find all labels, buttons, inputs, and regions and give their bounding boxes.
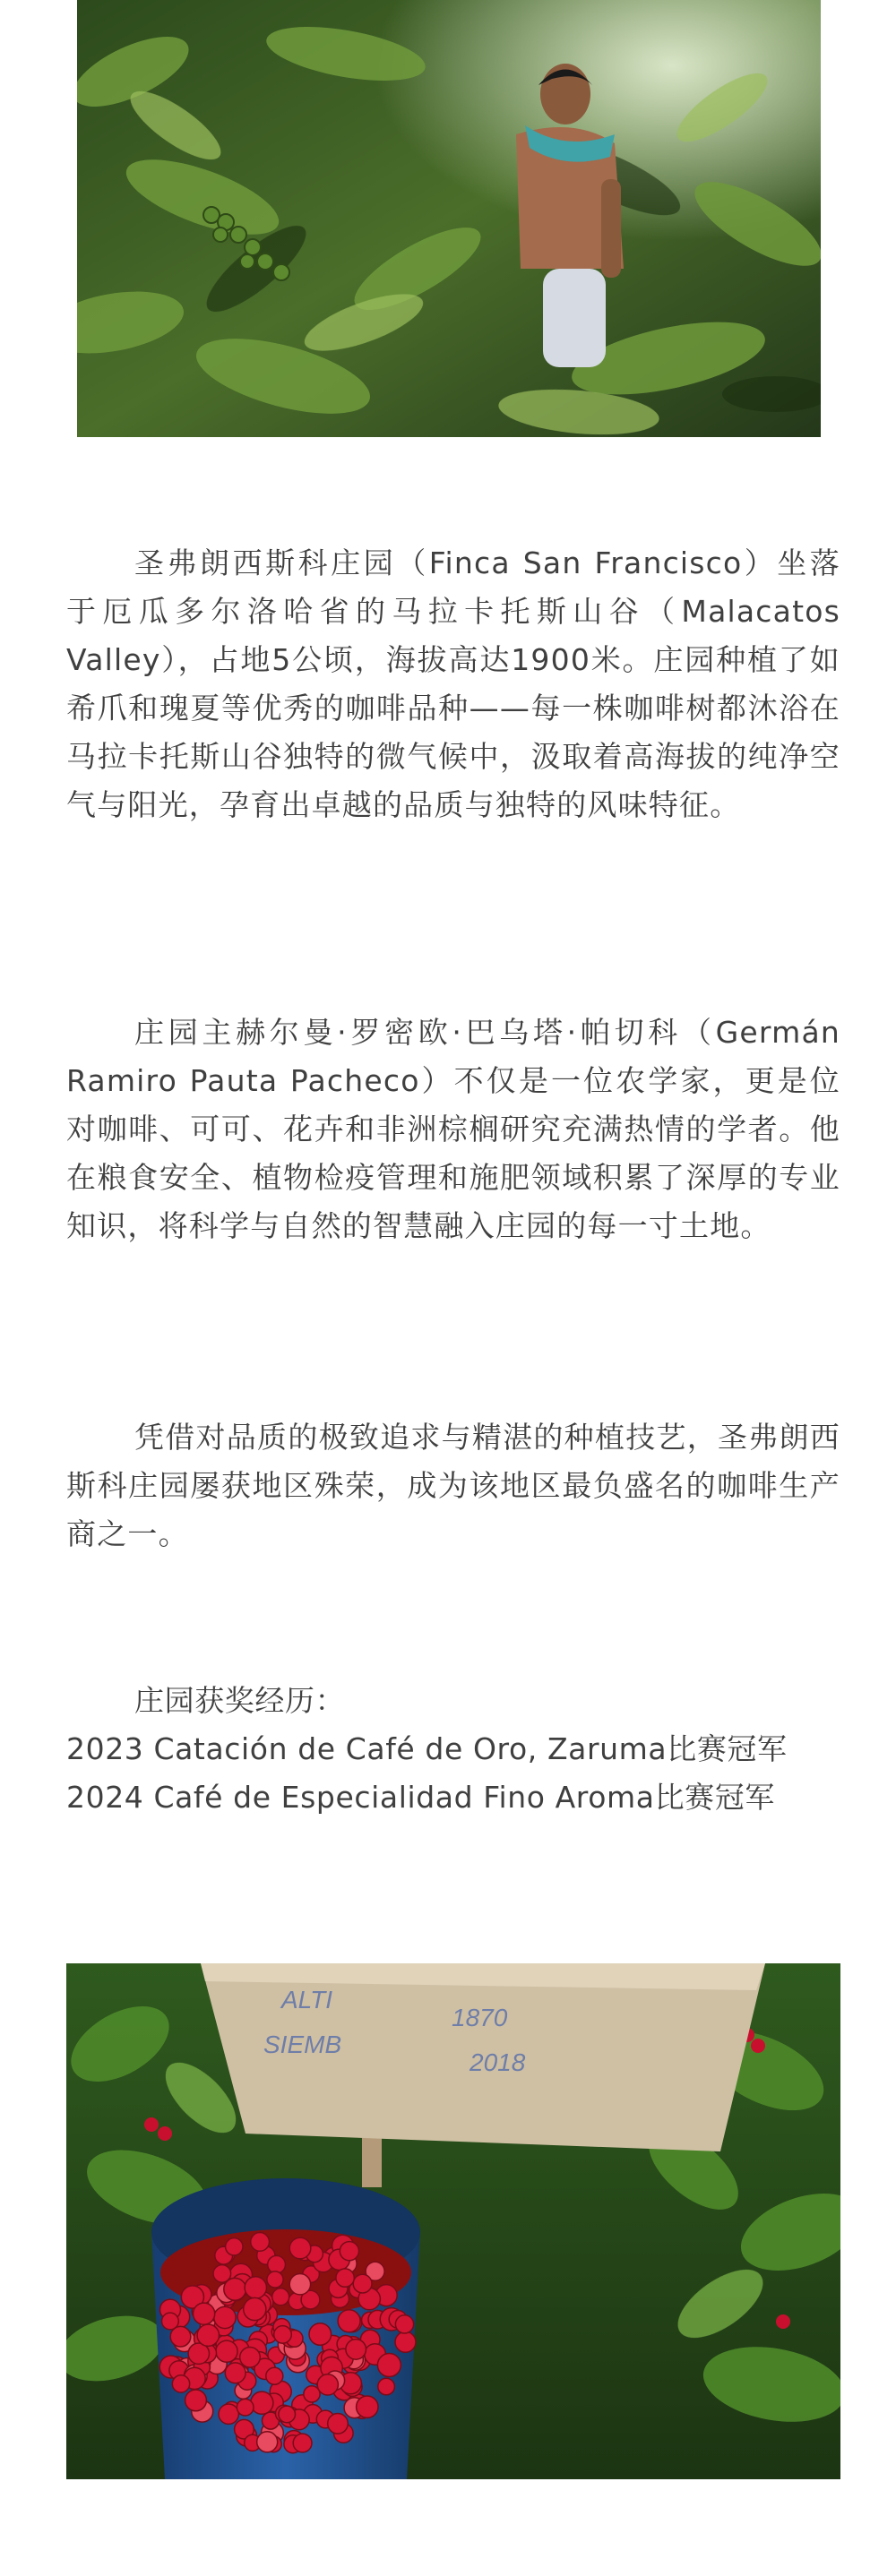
sign-text: 1870 [452, 2004, 508, 2031]
farmer-photo-illustration [77, 0, 821, 437]
award-item: 2024 Café de Especialidad Fino Aroma比赛冠军 [66, 1780, 775, 1815]
awards-title: 庄园获奖经历： [134, 1683, 346, 1718]
sign-text: 2018 [470, 2048, 526, 2076]
farmer-photo [77, 0, 821, 437]
cherries-bucket-photo [66, 1963, 840, 2479]
farm-intro-paragraph: 圣弗朗西斯科庄园（Finca San Francisco）坐落于厄瓜多尔洛哈省的马拉卡托斯山谷（Malacatos Valley），占地5公顷，海拔高达1900米。庄园种植了如希爪和瑰夏等优秀的咖啡品种——每一株咖啡树都沐浴在马拉卡托斯山谷独特的微气候中，汲取着高海拔的纯净空气与阳光，孕育出卓越的品质与独特的风味特征。 [66, 545, 840, 822]
owner-intro-paragraph: 庄园主赫尔曼·罗密欧·巴乌塔·帕切科（Germán Ramiro Pauta Pacheco）不仅是一位农学家，更是位对咖啡、可可、花卉和非洲棕榈研究充满热情的学者。他在粮食安全、植物检疫管理和施肥领域积累了深厚的专业知识，将科学与自然的智慧融入庄园的每一寸土地。 [66, 1015, 840, 1243]
reputation-paragraph: 凭借对品质的极致追求与精湛的种植技艺，圣弗朗西斯科庄园屡获地区殊荣，成为该地区最负盛名的咖啡生产商之一。 [66, 1420, 840, 1551]
cherries-bucket-illustration [66, 1963, 840, 2479]
awards-section [66, 1677, 840, 1822]
award-item: 2023 Catación de Café de Oro, Zaruma比赛冠军 [66, 1731, 788, 1766]
sign-text: ALTI [281, 1986, 333, 2014]
sign-text: SIEMB [263, 2031, 342, 2058]
